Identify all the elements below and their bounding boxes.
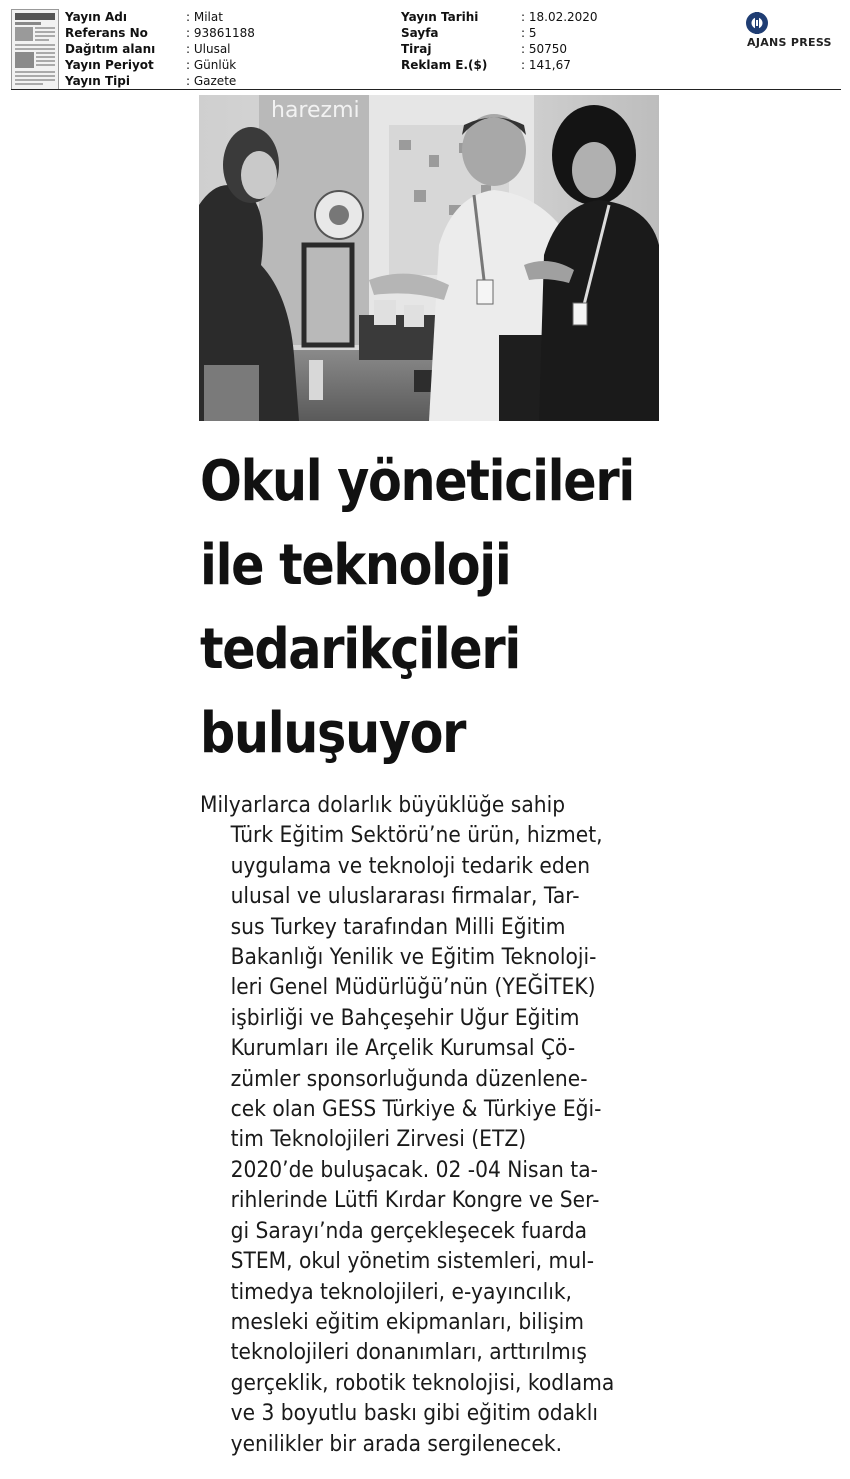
article-headline (200, 440, 670, 776)
body-line: STEM, okul yönetim sistemleri, mul- (230, 1248, 595, 1275)
headline-line: ile teknoloji (200, 533, 511, 598)
article-body (200, 790, 660, 1459)
meta-value-yayin-tarihi: : 18.02.2020 (521, 10, 598, 24)
meta-value-dagitim-alani: : Ulusal (186, 42, 231, 56)
meta-value-tiraj: : 50750 (521, 42, 568, 56)
body-line: 2020’de buluşacak. 02 -04 Nisan ta- (230, 1156, 598, 1183)
body-line: leri Genel Müdürlüğü’nün (YEĞİTEK) (230, 974, 596, 1001)
body-line: Türk Eğitim Sektörü’ne ürün, hizmet, (230, 822, 603, 849)
body-line: mesleki eğitim ekipmanları, bilişim (230, 1308, 585, 1335)
body-line: gerçeklik, robotik teknolojisi, kodlama (230, 1369, 615, 1396)
body-line: sus Turkey tarafından Milli Eğitim (230, 913, 566, 940)
meta-label-yayin-tipi: Yayın Tipi (65, 74, 130, 88)
body-line: Bakanlığı Yenilik ve Eğitim Teknoloji- (230, 944, 597, 971)
ajans-press-wordmark: AJANS PRESS (747, 36, 832, 49)
meta-value-yayin-adi: : Milat (186, 10, 223, 24)
header-divider (11, 89, 841, 90)
body-line: Kurumları ile Arçelik Kurumsal Çö- (230, 1035, 576, 1062)
body-line: cek olan GESS Türkiye & Türkiye Eği- (230, 1096, 602, 1123)
body-line: işbirliği ve Bahçeşehir Uğur Eğitim (230, 1004, 580, 1031)
body-line: Milyarlarca dolarlık büyüklüğe sahip (200, 792, 566, 818)
body-line: teknolojileri donanımları, arttırılmış (230, 1339, 587, 1366)
meta-label-reklam: Reklam E.($) (401, 58, 488, 72)
body-line: timedya teknolojileri, e-yayıncılık, (230, 1278, 572, 1305)
headline-line: tedarikçileri (200, 617, 520, 682)
body-line: yenilikler bir arada sergilenecek. (230, 1430, 563, 1457)
body-line: ve 3 boyutlu baskı gibi eğitim odaklı (230, 1400, 599, 1427)
body-line: uygulama ve teknoloji tedarik eden (230, 852, 591, 879)
meta-value-yayin-periyot: : Günlük (186, 58, 237, 72)
meta-value-sayfa: : 5 (521, 26, 537, 40)
body-line: ulusal ve uluslararası firmalar, Tar- (230, 883, 580, 910)
body-line: tim Teknolojileri Zirvesi (ETZ) (230, 1126, 527, 1153)
meta-label-referans-no: Referans No (65, 26, 148, 40)
meta-label-dagitim-alani: Dağıtım alanı (65, 42, 156, 56)
headline-line: Okul yöneticileri (200, 449, 634, 514)
meta-label-yayin-adi: Yayın Adı (65, 10, 127, 24)
meta-value-yayin-tipi: : Gazete (186, 74, 237, 88)
body-line: gi Sarayı’nda gerçekleşecek fuarda (230, 1217, 588, 1244)
meta-label-yayin-periyot: Yayın Periyot (65, 58, 154, 72)
meta-value-referans-no: : 93861188 (186, 26, 255, 40)
body-line: zümler sponsorluğunda düzenlene- (230, 1065, 588, 1092)
meta-label-sayfa: Sayfa (401, 26, 439, 40)
article-photo (199, 95, 659, 421)
meta-label-yayin-tarihi: Yayın Tarihi (401, 10, 479, 24)
meta-label-tiraj: Tiraj (401, 42, 432, 56)
body-line: rihlerinde Lütfi Kırdar Kongre ve Ser- (230, 1187, 600, 1214)
headline-line: buluşuyor (200, 701, 466, 766)
meta-value-reklam: : 141,67 (521, 58, 571, 72)
newspaper-thumbnail (11, 9, 59, 90)
booth-sign-text: harezmi (271, 98, 360, 123)
